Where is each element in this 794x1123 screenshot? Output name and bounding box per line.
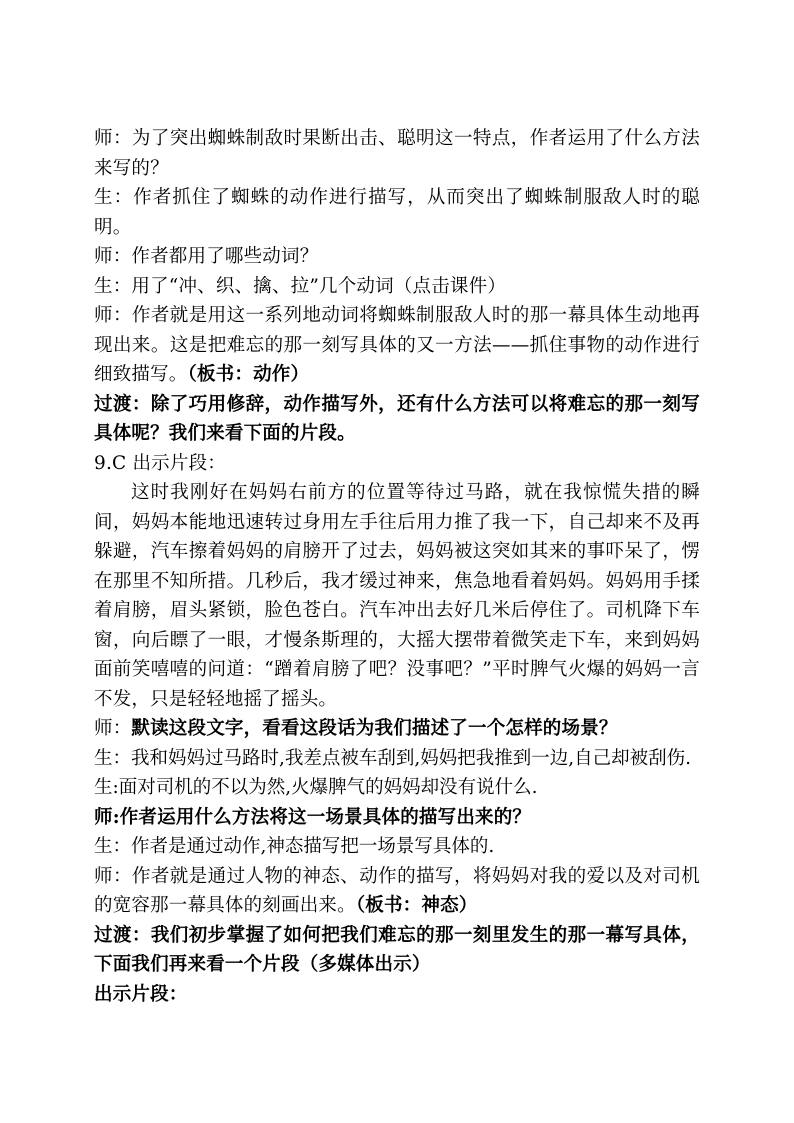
- paragraph-teacher-question: [94, 242, 700, 272]
- speaker-label: 生：: [94, 747, 132, 769]
- speaker-label: 过渡：: [94, 924, 151, 946]
- speaker-label: 师:: [94, 806, 120, 828]
- paragraph-student-answer: [94, 832, 700, 862]
- paragraph-text: 用了“冲、织、擒、拉”几个动词（点击课件）: [131, 275, 507, 297]
- section-heading: [94, 449, 700, 479]
- section-heading: [94, 980, 700, 1010]
- paragraph-student-answer: [94, 183, 700, 242]
- paragraph-student-answer: [94, 272, 700, 302]
- paragraph-text: 我们初步掌握了如何把我们难忘的那一刻里发生的那一幕写具体，下面我们再来看一个片段（多媒体出示）: [94, 924, 700, 975]
- paragraph-teacher-question: [94, 124, 700, 183]
- paragraph-text: 作者运用什么方法将这一场景具体的描写出来的？: [119, 806, 532, 828]
- paragraph-text: 作者是通过动作,神态描写把一场景写具体的.: [131, 836, 495, 857]
- speaker-label: 师：: [94, 246, 132, 267]
- paragraph-teacher-question: [94, 714, 700, 744]
- speaker-label: 师：: [94, 305, 132, 326]
- paragraph-text: 我和妈妈过马路时,我差点被车刮到,妈妈把我推到一边,自己却被刮伤.: [131, 747, 692, 769]
- paragraph-text: 9.C 出示片段：: [94, 452, 226, 474]
- paragraph-text: 出示片段：: [94, 983, 188, 1005]
- paragraph-text: 除了巧用修辞，动作描写外，还有什么方法可以将难忘的那一刻写具体呢？我们来看下面的片段。: [94, 393, 700, 444]
- paragraph-text: 为了突出蜘蛛制敌时果断出击、聪明这一特点，作者运用了什么方法来写的？: [94, 128, 700, 179]
- paragraph-text: 作者抓住了蜘蛛的动作进行描写，从而突出了蜘蛛制服敌人时的聪明。: [94, 187, 700, 238]
- speaker-label: 过渡：: [94, 393, 151, 415]
- paragraph-transition: [94, 390, 700, 449]
- board-note: （板书：动作）: [187, 364, 310, 385]
- speaker-label: 师：: [94, 718, 132, 739]
- paragraph-student-answer: [94, 773, 700, 803]
- speaker-label: 生：: [94, 187, 134, 208]
- paragraph-student-answer: [94, 744, 700, 774]
- paragraph-text: 默读这段文字，看看这段话为我们描述了一个怎样的场景？: [131, 718, 618, 739]
- lesson-transcript: [94, 124, 700, 1009]
- speaker-label: 生:: [94, 777, 119, 798]
- speaker-label: 生：: [94, 275, 132, 297]
- speaker-label: 师：: [94, 128, 132, 149]
- paragraph-teacher-question: [94, 803, 700, 833]
- paragraph-transition: [94, 921, 700, 980]
- paragraph-text: 作者就是用这一系列地动词将蜘蛛制服敌人时的那一幕具体生动地再现出来。这是把难忘的那一刻写具体的又一方法——抓住事物的动作进行细致描写。: [94, 305, 700, 385]
- speaker-label: 生：: [94, 836, 132, 857]
- paragraph-teacher-summary: [94, 301, 700, 390]
- excerpt-passage: [94, 478, 700, 714]
- speaker-label: 师：: [94, 865, 132, 887]
- paragraph-text: 这时我刚好在妈妈右前方的位置等待过马路，就在我惊慌失措的瞬间，妈妈本能地迅速转过身用左手往后用力推了我一下，自己却来不及再躲避，汽车擦着妈妈的肩膀开了过去，妈妈被这突如其来的事吓呆了，愣在那里不知所措。几秒后，我才缓过神来，焦急地看着妈妈。妈妈用手揉着肩膀，眉头紧锁，脸色苍白。汽车冲出去好几米后停住了。司机降下车窗，向后瞟了一眼，才慢条斯理的，大摇大摆带着微笑走下车，来到妈妈面前笑嘻嘻的问道：“蹭着肩膀了吧？没事吧？”平时脾气火爆的妈妈一言不发，只是轻轻地摇了摇头。: [94, 482, 700, 710]
- paragraph-teacher-summary: [94, 862, 700, 921]
- paragraph-text: 作者都用了哪些动词？: [131, 246, 319, 267]
- board-note: （板书：神态）: [355, 895, 478, 916]
- paragraph-text: 作者就是通过人物的神态、动作的描写，将妈妈对我的爱以及对司机的宽容那一幕具体的刻画出来。: [94, 865, 700, 916]
- paragraph-text: 面对司机的不以为然,火爆脾气的妈妈却没有说什么.: [118, 777, 538, 798]
